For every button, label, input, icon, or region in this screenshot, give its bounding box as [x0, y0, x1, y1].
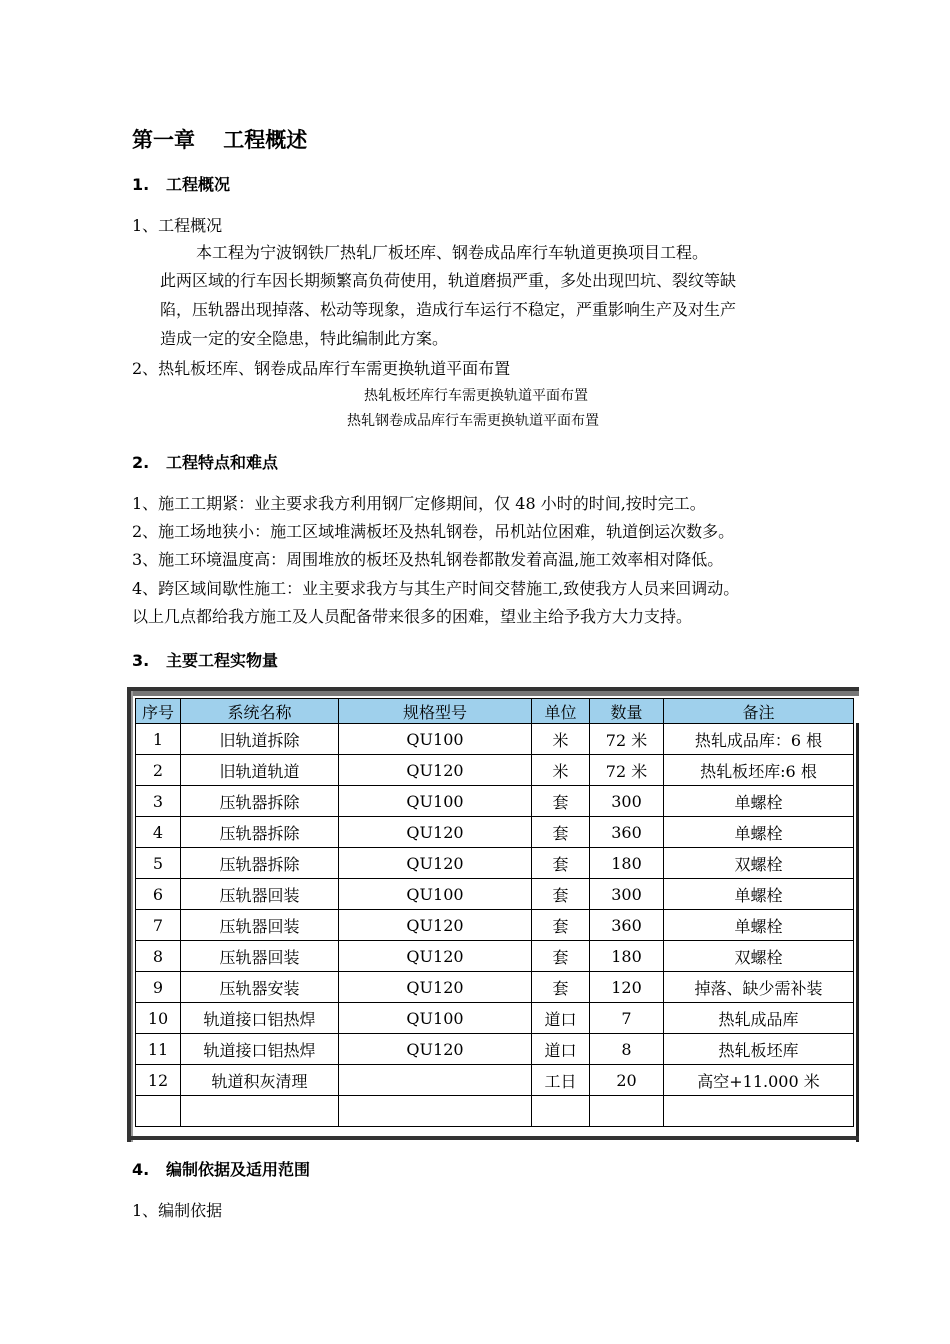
cell-spec	[339, 1096, 532, 1127]
cell-system-name: 压轨器回装	[181, 941, 339, 972]
table-row	[136, 910, 854, 941]
cell-note: 双螺栓	[664, 941, 854, 972]
cell-spec: QU120	[339, 1034, 532, 1065]
cell-unit: 道口	[532, 1034, 590, 1065]
caption-coil-yard: 热轧钢卷成品库行车需更换轨道平面布置	[347, 413, 599, 429]
cell-quantity	[590, 1096, 664, 1127]
overview-line-1: 本工程为宁波钢铁厂热轧厂板坯库、钢卷成品库行车轨道更换项目工程。	[196, 243, 709, 262]
table-row	[136, 1003, 854, 1034]
cell-note: 双螺栓	[664, 848, 854, 879]
cell-quantity: 8	[590, 1034, 664, 1065]
cell-spec: QU120	[339, 848, 532, 879]
quantity-table	[135, 698, 854, 1127]
section-3-title: 主要工程实物量	[166, 651, 279, 670]
difficulty-line-4: 4、跨区域间歇性施工：业主要求我方与其生产时间交替施工,致使我方人员来回调动。	[132, 579, 740, 598]
cell-no	[136, 1096, 181, 1127]
cell-spec: QU120	[339, 941, 532, 972]
cell-unit: 套	[532, 879, 590, 910]
header-spec: 规格型号	[339, 699, 532, 724]
cell-no: 8	[136, 941, 181, 972]
cell-spec: QU120	[339, 972, 532, 1003]
overview-line-4: 造成一定的安全隐患，特此编制此方案。	[160, 329, 449, 348]
cell-system-name: 轨道积灰清理	[181, 1065, 339, 1096]
cell-spec: QU100	[339, 879, 532, 910]
cell-quantity: 360	[590, 817, 664, 848]
cell-system-name	[181, 1096, 339, 1127]
table-row	[136, 941, 854, 972]
cell-quantity: 72 米	[590, 724, 664, 755]
cell-unit	[532, 1096, 590, 1127]
cell-spec: QU100	[339, 1003, 532, 1034]
section-4-heading	[132, 1157, 310, 1180]
cell-unit: 米	[532, 755, 590, 786]
cell-system-name: 旧轨道拆除	[181, 724, 339, 755]
chapter-title: 第一章 工程概述	[132, 128, 308, 152]
cell-system-name: 轨道接口铝热焊	[181, 1003, 339, 1034]
table-row	[136, 1065, 854, 1096]
table-row	[136, 755, 854, 786]
cell-note: 热轧成品库：6 根	[664, 724, 854, 755]
header-system-name: 系统名称	[181, 699, 339, 724]
cell-no: 4	[136, 817, 181, 848]
cell-no: 6	[136, 879, 181, 910]
cell-quantity: 300	[590, 786, 664, 817]
header-no: 序号	[136, 699, 181, 724]
cell-spec: QU120	[339, 755, 532, 786]
header-note: 备注	[664, 699, 854, 724]
table-row	[136, 972, 854, 1003]
table-row	[136, 879, 854, 910]
section-2-title: 工程特点和难点	[166, 453, 279, 472]
cell-unit: 套	[532, 786, 590, 817]
cell-quantity: 7	[590, 1003, 664, 1034]
cell-unit: 米	[532, 724, 590, 755]
cell-quantity: 72 米	[590, 755, 664, 786]
cell-unit: 套	[532, 817, 590, 848]
cell-note: 单螺栓	[664, 879, 854, 910]
frame-border-right	[856, 723, 859, 1142]
cell-quantity: 300	[590, 879, 664, 910]
table-header-row	[136, 699, 854, 724]
cell-note: 热轧板坯库	[664, 1034, 854, 1065]
frame-bevel-top	[131, 691, 859, 696]
table-row	[136, 1034, 854, 1065]
table-row	[136, 848, 854, 879]
item-1-title: 1、工程概况	[132, 216, 223, 235]
cell-system-name: 压轨器拆除	[181, 848, 339, 879]
cell-note: 高空+11.000 米	[664, 1065, 854, 1096]
cell-quantity: 120	[590, 972, 664, 1003]
section-1-heading	[132, 172, 230, 195]
cell-system-name: 旧轨道轨道	[181, 755, 339, 786]
table-row	[136, 817, 854, 848]
cell-note: 单螺栓	[664, 910, 854, 941]
cell-unit: 道口	[532, 1003, 590, 1034]
section-4-title: 编制依据及适用范围	[166, 1160, 311, 1179]
cell-note: 热轧成品库	[664, 1003, 854, 1034]
cell-no: 10	[136, 1003, 181, 1034]
section-3-number: 3.	[132, 651, 150, 670]
cell-unit: 套	[532, 972, 590, 1003]
item-2-title: 2、热轧板坯库、钢卷成品库行车需更换轨道平面布置	[132, 359, 511, 378]
cell-no: 11	[136, 1034, 181, 1065]
cell-no: 1	[136, 724, 181, 755]
table-row	[136, 1096, 854, 1127]
cell-note: 掉落、缺少需补装	[664, 972, 854, 1003]
cell-no: 3	[136, 786, 181, 817]
cell-spec: QU100	[339, 786, 532, 817]
cell-quantity: 180	[590, 941, 664, 972]
cell-quantity: 360	[590, 910, 664, 941]
cell-quantity: 20	[590, 1065, 664, 1096]
section-3-heading	[132, 648, 278, 671]
difficulty-line-1: 1、施工工期紧：业主要求我方利用钢厂定修期间，仅 48 小时的时间,按时完工。	[132, 494, 706, 513]
cell-note	[664, 1096, 854, 1127]
cell-no: 9	[136, 972, 181, 1003]
table-row	[136, 724, 854, 755]
cell-system-name: 轨道接口铝热焊	[181, 1034, 339, 1065]
section-4-number: 4.	[132, 1160, 150, 1179]
table-row	[136, 786, 854, 817]
cell-system-name: 压轨器拆除	[181, 786, 339, 817]
header-unit: 单位	[532, 699, 590, 724]
cell-spec	[339, 1065, 532, 1096]
cell-system-name: 压轨器回装	[181, 910, 339, 941]
cell-no: 7	[136, 910, 181, 941]
cell-note: 热轧板坯库:6 根	[664, 755, 854, 786]
cell-spec: QU100	[339, 724, 532, 755]
cell-system-name: 压轨器安装	[181, 972, 339, 1003]
difficulty-line-2: 2、施工场地狭小：施工区域堆满板坯及热轧钢卷，吊机站位困难，轨道倒运次数多。	[132, 522, 735, 541]
cell-unit: 套	[532, 941, 590, 972]
cell-note: 单螺栓	[664, 817, 854, 848]
cell-system-name: 压轨器回装	[181, 879, 339, 910]
cell-unit: 套	[532, 910, 590, 941]
cell-spec: QU120	[339, 910, 532, 941]
quantity-table-frame	[127, 687, 865, 1142]
frame-border-bottom	[131, 1136, 859, 1140]
cell-spec: QU120	[339, 817, 532, 848]
section-2-heading	[132, 450, 278, 473]
caption-slab-yard: 热轧板坯库行车需更换轨道平面布置	[364, 388, 588, 404]
basis-item-1-title: 1、编制依据	[132, 1201, 223, 1220]
cell-note: 单螺栓	[664, 786, 854, 817]
section-1-title: 工程概况	[166, 175, 231, 194]
table-body	[136, 724, 854, 1127]
header-quantity: 数量	[590, 699, 664, 724]
cell-unit: 套	[532, 848, 590, 879]
frame-bevel-left	[131, 691, 133, 1142]
cell-quantity: 180	[590, 848, 664, 879]
cell-no: 5	[136, 848, 181, 879]
cell-no: 12	[136, 1065, 181, 1096]
overview-line-2: 此两区域的行车因长期频繁高负荷使用，轨道磨损严重，多处出现凹坑、裂纹等缺	[160, 271, 737, 290]
cell-system-name: 压轨器拆除	[181, 817, 339, 848]
cell-no: 2	[136, 755, 181, 786]
difficulty-line-3: 3、施工环境温度高：周围堆放的板坯及热轧钢卷都散发着高温,施工效率相对降低。	[132, 550, 724, 569]
section-1-number: 1.	[132, 175, 150, 194]
cell-unit: 工日	[532, 1065, 590, 1096]
overview-line-3: 陷，压轨器出现掉落、松动等现象，造成行车运行不稳定，严重影响生产及对生产	[160, 300, 737, 319]
section-2-number: 2.	[132, 453, 150, 472]
difficulty-summary: 以上几点都给我方施工及人员配备带来很多的困难，望业主给予我方大力支持。	[132, 607, 693, 626]
